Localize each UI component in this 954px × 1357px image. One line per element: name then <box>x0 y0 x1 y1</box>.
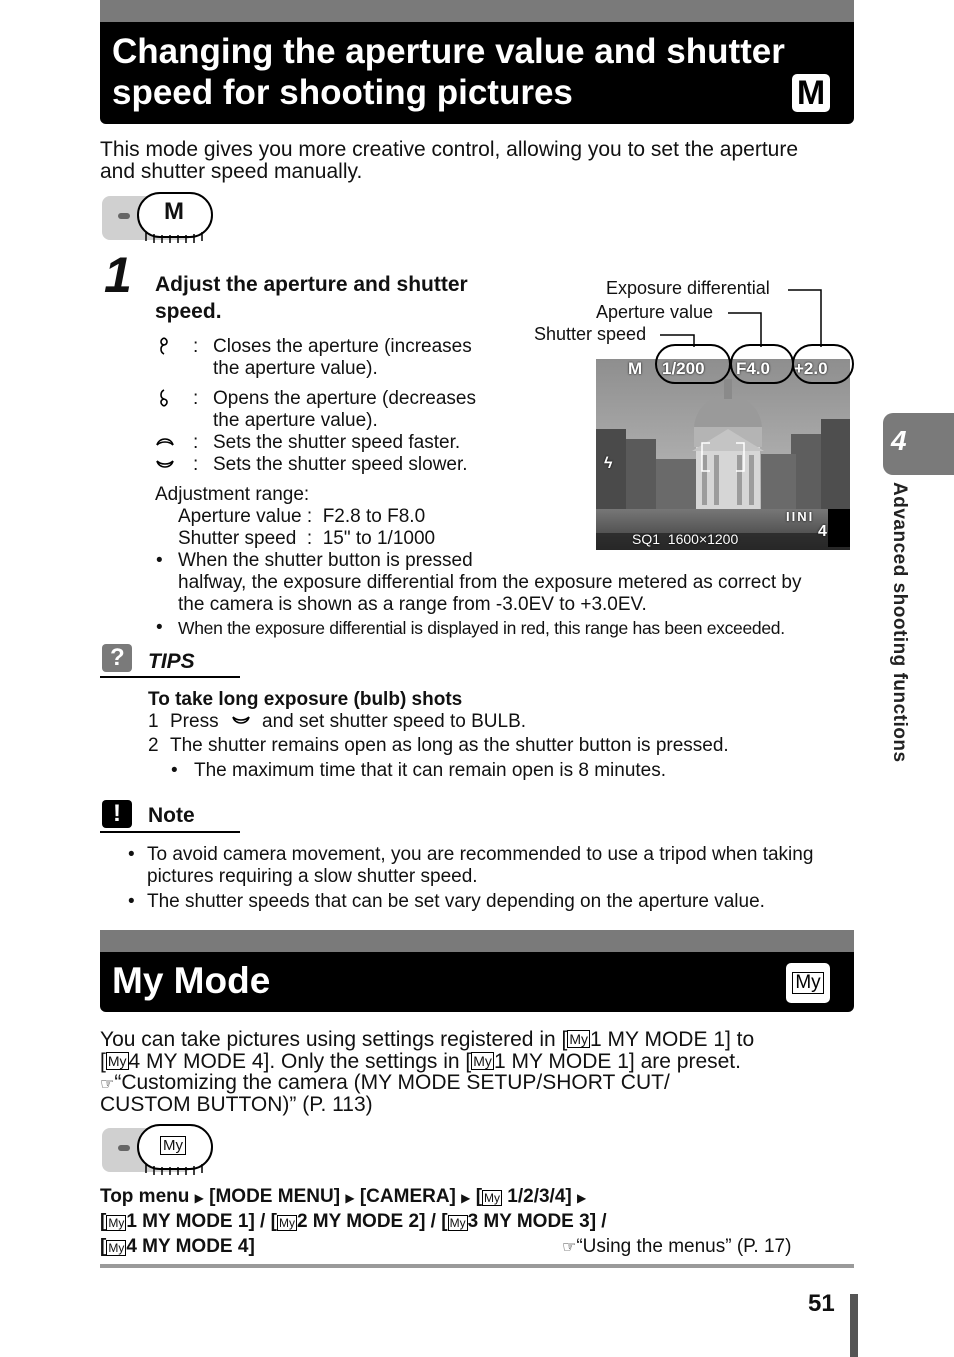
my-icon: My <box>278 1216 295 1230</box>
reference-icon: ☞ <box>562 1239 577 1256</box>
note-icon: ! <box>102 800 132 828</box>
camera-lcd-preview <box>596 359 850 550</box>
mymode-line1: You can take pictures using settings registered in [ My1 MY MODE 1] to <box>100 1028 755 1051</box>
step-title-line2: speed. <box>155 300 222 323</box>
section-header-aperture-shutter <box>100 0 854 124</box>
my-icon: My <box>108 1216 125 1230</box>
tips-step2: The shutter remains open as long as the shutter button is pressed. <box>170 735 729 756</box>
tips-step1-num: 1 <box>148 711 159 732</box>
range-heading: Adjustment range: <box>155 484 310 505</box>
menu-path-line2: [ My 1 MY MODE 1] / [ My 2 MY MODE 2] / [ My 3 MY MODE 3] / <box>100 1211 607 1232</box>
chapter-tab: 4 <box>883 413 954 475</box>
reference-icon: ☞ <box>100 1076 115 1093</box>
play-arrow-icon: ▶ <box>461 1191 471 1205</box>
intro-line2: and shutter speed manually. <box>100 160 363 183</box>
chapter-label: Advanced shooting functions <box>889 482 910 763</box>
mymode-line3: ☞“Customizing the camera (MY MODE SETUP/SHORT CUT/ <box>100 1071 670 1094</box>
tips-subheading: To take long exposure (bulb) shots <box>148 689 463 710</box>
menu-path-line3: [ My 4 MY MODE 4] <box>100 1236 255 1257</box>
note-bullet2: The shutter speeds that can be set vary depending on the aperture value. <box>147 891 765 912</box>
callout-pill-aperture <box>730 344 794 384</box>
osd-shots: 4 <box>818 523 827 540</box>
osd-mode: M <box>628 359 643 378</box>
left-arrow-icon <box>230 713 252 732</box>
my-icon: My <box>108 1241 125 1255</box>
osd-exposure: +2.0 <box>794 359 828 378</box>
range-aperture: Aperture value : F2.8 to F8.0 <box>178 506 426 527</box>
note-bullet1-line2: pictures requiring a slow shutter speed. <box>147 866 478 887</box>
callout-aperture-value: Aperture value <box>596 302 714 322</box>
osd-aperture: F4.0 <box>736 359 771 378</box>
tips-icon: ? <box>102 644 132 672</box>
section-title-line1: Changing the aperture value and shutter <box>112 32 785 71</box>
note-heading: Note <box>148 804 195 827</box>
bullet2: When the exposure differential is displayed in red, this range has been exceeded. <box>178 618 785 638</box>
note-bullet1-line1: To avoid camera movement, you are recommended to use a tripod when taking <box>147 844 814 865</box>
callout-pill-exposure <box>792 344 854 384</box>
left-arrow-icon <box>155 454 173 476</box>
step-number-1: 1 <box>104 247 132 303</box>
page-edge-bar <box>850 1294 858 1357</box>
down-arrow-icon <box>155 388 173 413</box>
my-icon: My <box>569 1031 589 1047</box>
mode-dial-my-icon: My <box>102 1124 214 1176</box>
my-mode-icon: My <box>786 963 830 1003</box>
section-header-my-mode <box>100 930 854 1012</box>
section-title-my-mode: My Mode <box>112 960 271 1001</box>
tips-heading: TIPS <box>148 650 195 673</box>
note-underline <box>100 831 240 833</box>
note-bullet-dot-1: • <box>128 844 135 865</box>
bullet1-line2: halfway, the exposure differential from the exposure metered as correct by <box>178 572 802 593</box>
note-bullet-dot-2: • <box>128 891 135 912</box>
range-shutter: Shutter speed : 15" to 1/1000 <box>178 528 436 549</box>
header-gray-bar <box>100 930 854 952</box>
step-title-line1: Adjust the aperture and shutter <box>155 273 468 296</box>
bullet1-line3: the camera is shown as a range from -3.0EV to +3.0EV. <box>178 594 647 615</box>
play-arrow-icon: ▶ <box>194 1191 204 1205</box>
play-arrow-icon: ▶ <box>577 1191 587 1205</box>
control-row-up: : Closes the aperture (increases the aperture value). <box>155 336 515 362</box>
osd-shutter: 1/200 <box>662 359 705 378</box>
tips-step1-post: and set shutter speed to BULB. <box>262 711 527 732</box>
tips-sub-bullet-dot: • <box>171 760 178 781</box>
menu-reference: ☞“Using the menus” (P. 17) <box>562 1236 792 1257</box>
my-icon: My <box>473 1053 492 1069</box>
my-icon: My <box>449 1216 466 1230</box>
control-row-left: : Sets the shutter speed slower. <box>155 454 515 477</box>
mymode-line2: [ My4 MY MODE 4]. Only the settings in [ My1 MY MODE 1] are preset. <box>100 1050 741 1073</box>
my-icon: My <box>484 1191 501 1205</box>
tips-underline <box>100 676 240 678</box>
tips-sub-bullet: The maximum time that it can remain open is 8 minutes. <box>194 760 667 781</box>
play-arrow-icon: ▶ <box>345 1191 355 1205</box>
tips-step1-pre: Press <box>170 711 219 732</box>
bullet1-line1: When the shutter button is pressed <box>178 550 473 571</box>
header-gray-bar <box>100 0 854 22</box>
menu-path-line1: Top menu ▶ [MODE MENU] ▶ [CAMERA] ▶ [ My 1/2/3/4] ▶ <box>100 1186 587 1207</box>
intro-line1: This mode gives you more creative control, allowing you to set the aperture <box>100 138 799 161</box>
up-arrow-icon <box>155 336 173 361</box>
mymode-line4: CUSTOM BUTTON)” (P. 113) <box>100 1093 373 1116</box>
control-row-down: : Opens the aperture (decreases the aperture value). <box>155 388 515 414</box>
tips-step2-num: 2 <box>148 735 159 756</box>
page-number: 51 <box>808 1290 835 1317</box>
callout-pill-shutter <box>655 344 731 384</box>
mode-dial-m-icon: M <box>102 192 214 244</box>
my-icon: My <box>107 1053 127 1069</box>
card-icon: IINI <box>786 509 815 524</box>
callout-shutter-speed: Shutter speed <box>534 324 647 344</box>
osd-quality: SQ1 1600×1200 <box>632 531 739 547</box>
right-arrow-icon <box>155 432 173 454</box>
bottom-divider <box>100 1264 854 1268</box>
manual-mode-icon: M <box>792 74 830 112</box>
bullet-dot-2: • <box>156 617 163 638</box>
flash-icon: ϟ <box>604 455 613 472</box>
control-row-right: : Sets the shutter speed faster. <box>155 432 515 455</box>
bullet-dot: • <box>156 550 163 571</box>
callout-exposure-differential: Exposure differential <box>606 278 770 298</box>
section-title-line2: speed for shooting pictures <box>112 73 573 112</box>
